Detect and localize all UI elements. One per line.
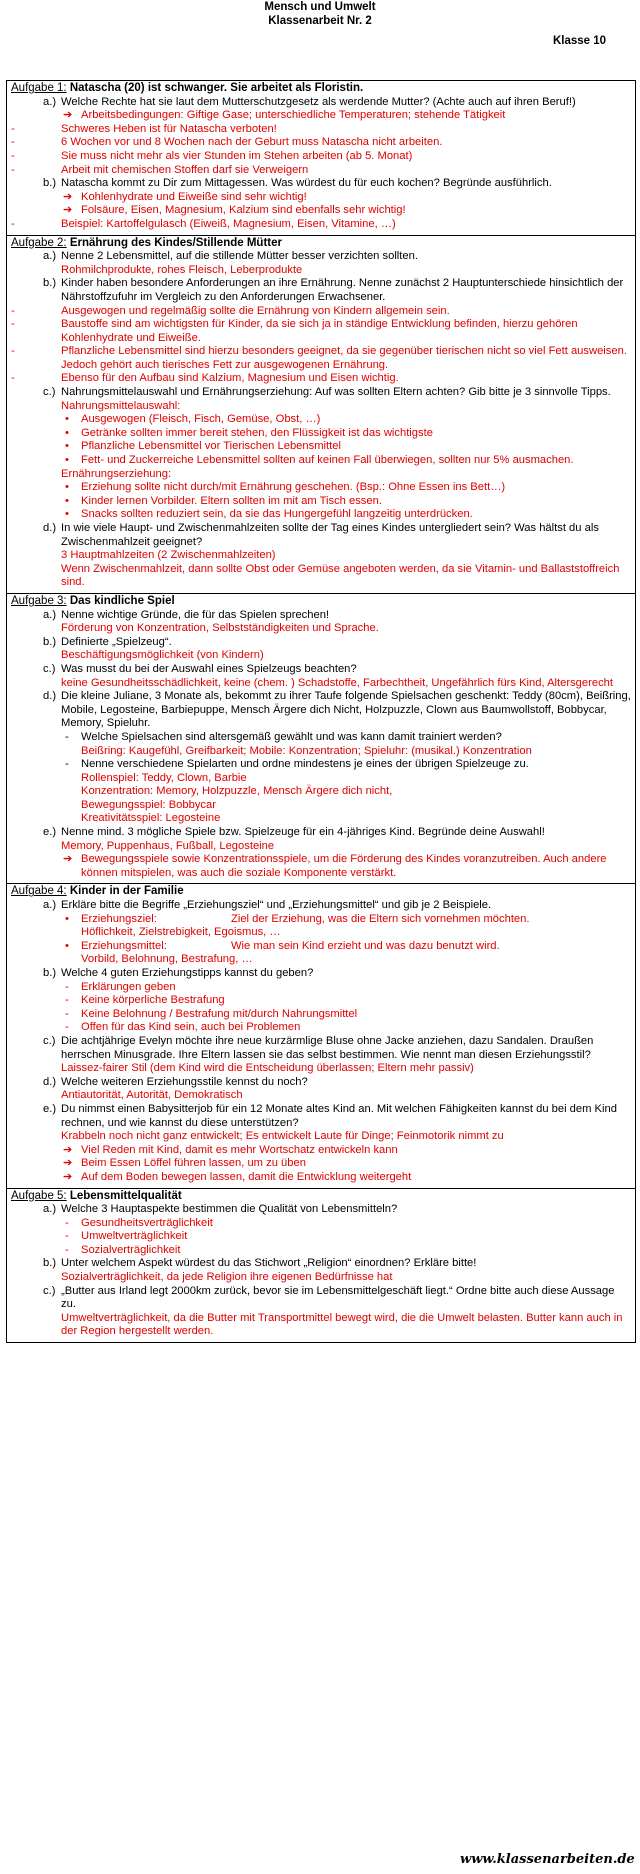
document-title: Mensch und Umwelt	[264, 1, 376, 13]
task-heading: Aufgabe 5: Lebensmittelqualität	[11, 1189, 182, 1202]
task-heading: Aufgabe 3: Das kindliche Spiel	[11, 594, 175, 607]
answer: • Pflanzliche Lebensmittel vor Tierischen Lebensmittel	[65, 440, 341, 453]
answer: - 6 Wochen vor und 8 Wochen nach der Geburt muss Natascha nicht arbeiten.	[11, 136, 443, 149]
answer: Krabbeln noch nicht ganz entwickelt; Es entwickelt Laute für Dinge; Feinmotorik nimmt zu	[61, 1130, 504, 1143]
answer: - Pflanzliche Lebensmittel sind hierzu besonders geeignet, da sie gegenüber tierischen nicht so viel Fett ausweisen. Jedoch gehört auch tierisches Fett zur ausgewogenen Ernährung.	[11, 345, 627, 371]
answer-subheading: Nahrungsmittelauswahl:	[61, 399, 181, 412]
answer: - Ausgewogen und regelmäßig sollte die Ernährung von Kindern allgemein sein.	[11, 304, 450, 317]
question: b.) Welche 4 guten Erziehungstipps kannst du geben?	[43, 967, 314, 979]
sub-question: - Welche Spielsachen sind altersgemäß gewählt und was kann damit trainiert werden?	[65, 730, 502, 743]
question: a.) Erkläre bitte die Begriffe „Erziehungsziel“ und „Erziehungsmittel“ und gib je 2 Beispiele.	[43, 899, 492, 912]
task-heading: Aufgabe 2: Ernährung des Kindes/Stillende Mütter	[11, 236, 282, 249]
answer: Rohmilchprodukte, rohes Fleisch, Leberprodukte	[61, 263, 303, 276]
answer: 3 Hauptmahlzeiten (2 Zwischenmahlzeiten)	[61, 549, 276, 562]
answer: Förderung von Konzentration, Selbstständigkeiten und Sprache.	[61, 622, 379, 635]
answer: - Sozialverträglichkeit	[65, 1243, 181, 1256]
question: c.) „Butter aus Irland legt 2000km zurück, bevor sie im Lebensmittelgeschäft liegt.“ Ordne bitte auch diese Aussage zu.	[43, 1284, 615, 1311]
answer: • Ausgewogen (Fleisch, Fisch, Gemüse, Obst, …)	[65, 413, 321, 426]
answer: ➔ Arbeitsbedingungen: Giftige Gase; unterschiedliche Temperaturen; stehende Tätigkeit	[63, 109, 506, 122]
question: c.) Die achtjährige Evelyn möchte ihre neue kurzärmlige Bluse ohne Jacke anziehen, dazu Sandalen. Draußen herrschen Minusgrade. Ihre Eltern lassen sie das selbst bestimmen. Wie nennt man diesen Erziehungsstil?	[43, 1034, 594, 1061]
class-label: Klasse 10	[553, 35, 607, 47]
task-3	[6, 594, 636, 884]
document-header	[0, 0, 640, 28]
task-sections	[6, 80, 636, 1343]
answer: Beißring: Kaugefühl, Greifbarkeit; Mobile: Konzentration; Spieluhr: (musikal.) Konzentration	[81, 744, 532, 757]
answer: ➔ Kohlenhydrate und Eiweiße sind sehr wichtig!	[63, 190, 307, 203]
answer: • Getränke sollten immer bereit stehen, den Flüssigkeit ist das wichtigste	[65, 426, 433, 439]
answer: Beschäftigungsmöglichkeit (von Kindern)	[61, 649, 264, 662]
answer: - Gesundheitsverträglichkeit	[65, 1216, 213, 1229]
question: b.) Kinder haben besondere Anforderungen an ihre Ernährung. Nenne zunächst 2 Hauptunterschiede hinsichtlich der Nährstoffzufuhr im Vergleich zu den Anforderungen Erwachsener.	[43, 277, 624, 303]
question: e.) Du nimmst einen Babysitterjob für ein 12 Monate altes Kind an. Mit welchen Fähigkeiten kannst du bei dem Kind rechnen, und wie kannst du diese unterstützen?	[43, 1102, 617, 1129]
question: c.) Nahrungsmittelauswahl und Ernährungserziehung: Auf was sollten Eltern achten? Gib bitte je 3 sinnvolle Tipps.	[43, 386, 611, 399]
answer: - Keine Belohnung / Bestrafung mit/durch Nahrungsmittel	[65, 1007, 358, 1020]
answer: Umweltverträglichkeit, da die Butter mit Transportmittel bewegt wird, die die Umwelt belasten. Butter kann auch in der Region hergestellt werden.	[61, 1311, 623, 1338]
answer: Kreativitätsspiel: Legosteine	[81, 812, 221, 825]
question: a.) Nenne wichtige Gründe, die für das Spielen sprechen!	[43, 608, 330, 621]
answer: ➔ Folsäure, Eisen, Magnesium, Kalzium sind ebenfalls sehr wichtig!	[63, 204, 406, 217]
answer: ➔ Beim Essen Löffel führen lassen, um zu üben	[63, 1157, 306, 1170]
question: d.) In wie viele Haupt- und Zwischenmahlzeiten sollte der Tag eines Kindes untergliedert sein? Was hältst du als Zwischenmahlzeit geeignet?	[43, 522, 599, 548]
task-heading: Aufgabe 1: Natascha (20) ist schwanger. Sie arbeitet als Floristin.	[11, 82, 364, 94]
answer: Laissez-fairer Stil (dem Kind wird die Entscheidung überlassen; Eltern mehr passiv)	[61, 1062, 474, 1075]
answer: Vorbild, Belohnung, Bestrafung, …	[81, 953, 253, 966]
answer: - Ebenso für den Aufbau sind Kalzium, Magnesium und Eisen wichtig.	[11, 372, 399, 385]
question: a.) Welche 3 Hauptaspekte bestimmen die Qualität von Lebensmitteln?	[43, 1203, 398, 1216]
question: e.) Nenne mind. 3 mögliche Spiele bzw. Spielzeuge für ein 4-jähriges Kind. Begründe deine Auswahl!	[43, 826, 545, 839]
answer: ➔ Bewegungsspiele sowie Konzentrationsspiele, um die Förderung des Kindes voranzutreiben. Auch andere können mitspielen, was auch die soziale Komponente verstärkt.	[63, 853, 607, 879]
answer: Wenn Zwischenmahlzeit, dann sollte Obst oder Gemüse angeboten werden, da sie Vitamin- und Ballaststoffreich sind.	[61, 562, 620, 589]
task-1	[6, 80, 636, 236]
answer: - Arbeit mit chemischen Stoffen darf sie Verweigern	[11, 163, 309, 176]
question: b.) Definierte „Spielzeug“.	[43, 635, 172, 648]
question: b.) Unter welchem Aspekt würdest du das Stichwort „Religion“ einordnen? Erkläre bitte!	[43, 1257, 477, 1270]
question: d.) Welche weiteren Erziehungsstile kennst du noch?	[43, 1075, 308, 1088]
sub-question: - Nenne verschiedene Spielarten und ordne mindestens je eines der übrigen Spielzeuge zu.	[65, 758, 529, 771]
answer: • Erziehungsmittel: Wie man sein Kind erzieht und was dazu benutzt wird.	[65, 939, 500, 952]
answer: Konzentration: Memory, Holzpuzzle, Mensch Ärgere dich nicht,	[81, 785, 393, 798]
answer: Höflichkeit, Zielstrebigkeit, Egoismus, …	[81, 926, 281, 939]
answer-subheading: Ernährungserziehung:	[61, 467, 172, 480]
answer: Memory, Puppenhaus, Fußball, Legosteine	[61, 839, 275, 852]
task-heading: Aufgabe 4: Kinder in der Familie	[11, 885, 184, 898]
question: c.) Was musst du bei der Auswahl eines Spielzeugs beachten?	[43, 662, 357, 675]
answer: - Schweres Heben ist für Natascha verboten!	[11, 122, 277, 135]
task-2	[6, 236, 636, 594]
task-4	[6, 884, 636, 1188]
answer: Bewegungsspiel: Bobbycar	[81, 798, 216, 811]
document-subtitle: Klassenarbeit Nr. 2	[268, 15, 372, 27]
answer: • Kinder lernen Vorbilder. Eltern sollten im mit am Tisch essen.	[65, 494, 382, 507]
website-footer: www.klassenarbeiten.de	[460, 1852, 635, 1867]
answer: • Erziehungsziel: Ziel der Erziehung, was die Eltern sich vornehmen möchten.	[65, 912, 530, 925]
answer: - Erklärungen geben	[65, 980, 176, 993]
answer: Antiautorität, Autorität, Demokratisch	[61, 1089, 243, 1102]
answer: - Keine körperliche Bestrafung	[65, 994, 225, 1007]
question: a.) Welche Rechte hat sie laut dem Mutterschutzgesetz als werdende Mutter? (Achte auch auf ihren Beruf!)	[43, 95, 576, 108]
question: d.) Die kleine Juliane, 3 Monate als, bekommt zu ihrer Taufe folgende Spielsachen geschenkt: Teddy (80cm), Beißring, Mobile, Legosteine, Barbiepuppe, Mensch Ärgere dich Nicht, Holzpuzzle, Clown aus Baumwollstoff, Bobbycar, Memory, Spieluhr.	[43, 690, 631, 730]
answer: - Sie muss nicht mehr als vier Stunden im Stehen arbeiten (ab 5. Monat)	[11, 149, 413, 162]
answer: • Snacks sollten reduziert sein, da sie das Hungergefühl langzeitig unterdrücken.	[65, 508, 473, 521]
answer: keine Gesundheitsschädlichkeit, keine (chem. ) Schadstoffe, Farbechtheit, Ungefährlich fürs Kind, Altersgerecht	[61, 676, 613, 689]
answer: ➔ Viel Reden mit Kind, damit es mehr Wortschatz entwickeln kann	[63, 1143, 398, 1156]
answer: • Fett- und Zuckerreiche Lebensmittel sollten auf keinen Fall überwiegen, sollten nur 5% ausmachen.	[65, 454, 574, 467]
answer: - Umweltverträglichkeit	[65, 1230, 188, 1243]
answer: Rollenspiel: Teddy, Clown, Barbie	[81, 771, 247, 784]
answer: ➔ Auf dem Boden bewegen lassen, damit die Entwicklung weitergeht	[63, 1170, 412, 1183]
answer: • Erziehung sollte nicht durch/mit Ernährung geschehen. (Bsp.: Ohne Essen ins Bett…)	[65, 481, 506, 494]
answer: - Baustoffe sind am wichtigsten für Kinder, da sie sich ja in ständige Entwicklung befinden, hierzu gehören Kohlenhydrate und Eiweiße.	[11, 318, 578, 344]
question: b.) Natascha kommt zu Dir zum Mittagessen. Was würdest du für euch kochen? Begründe ausführlich.	[43, 177, 552, 190]
answer: - Beispiel: Kartoffelgulasch (Eiweiß, Magnesium, Eisen, Vitamine, …)	[11, 217, 396, 230]
answer: Sozialverträglichkeit, da jede Religion ihre eigenen Bedürfnisse hat	[61, 1271, 393, 1284]
answer: - Offen für das Kind sein, auch bei Problemen	[65, 1021, 301, 1034]
task-5	[6, 1189, 636, 1344]
question: a.) Nenne 2 Lebensmittel, auf die stillende Mütter besser verzichten sollten.	[43, 250, 418, 263]
